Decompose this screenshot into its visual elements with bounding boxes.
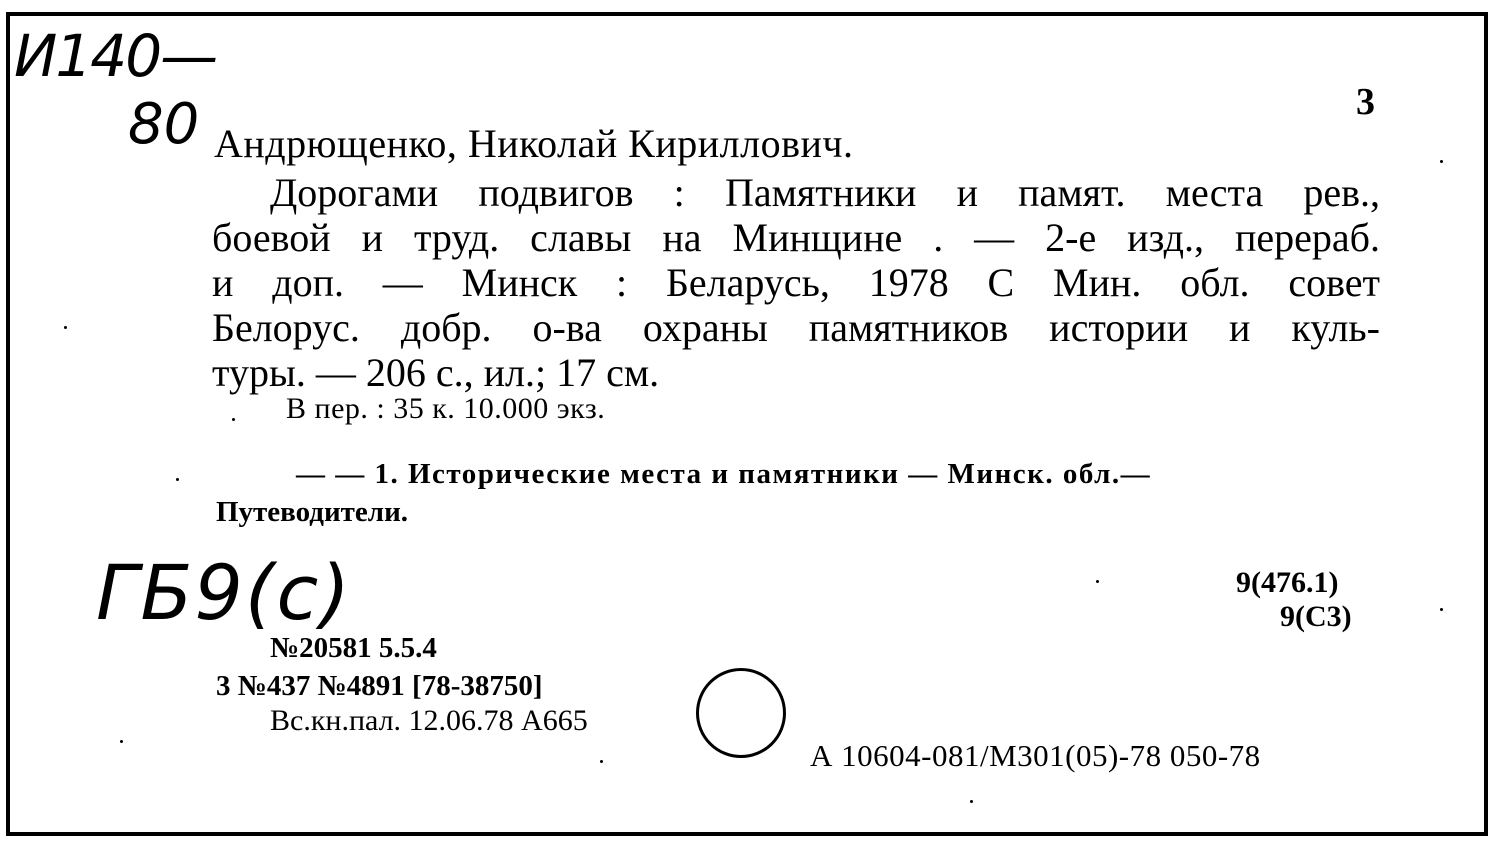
classification-index: 9(С3) bbox=[1280, 600, 1352, 633]
stamp-line: №20581 5.5.4 bbox=[270, 632, 437, 664]
handwritten-call-number: ГБ9(с) bbox=[96, 548, 352, 637]
classification-index: 9(476.1) bbox=[1236, 566, 1339, 599]
speck bbox=[1440, 608, 1443, 611]
description-line: и доп. — Минск : Беларусь, 1978 С Мин. обл. совет bbox=[212, 260, 1380, 305]
subject-heading-continued: Путеводители. bbox=[216, 496, 409, 528]
handwritten-shelfmark: И140— bbox=[14, 22, 217, 90]
stamp-line: 3 №437 №4891 [78-38750] bbox=[216, 670, 543, 702]
subject-heading: — — 1. Исторические места и памятники — Минск. обл.— bbox=[296, 458, 1152, 490]
speck bbox=[1440, 160, 1443, 163]
price-and-print-run: В пер. : 35 к. 10.000 экз. bbox=[286, 392, 606, 425]
speck bbox=[120, 740, 123, 743]
author-heading: Андрющенко, Николай Кириллович. bbox=[214, 121, 854, 166]
bibliographic-description bbox=[212, 170, 1380, 395]
speck bbox=[176, 478, 179, 481]
description-line: боевой и труд. славы на Минщине . — 2-е изд., перераб. bbox=[212, 215, 1380, 260]
stamp-circle bbox=[696, 668, 786, 758]
catalog-code: А 10604-081/М301(05)-78 050-78 bbox=[810, 738, 1261, 773]
description-line: Белорус. добр. о-ва охраны памятников истории и куль- bbox=[212, 305, 1380, 350]
speck bbox=[1096, 580, 1099, 583]
speck bbox=[64, 326, 67, 329]
description-line: туры. — 206 с., ил.; 17 см. bbox=[212, 350, 660, 395]
speck bbox=[232, 418, 235, 421]
stamp-line: Вс.кн.пал. 12.06.78 А665 bbox=[270, 704, 588, 737]
page-number: 3 bbox=[1356, 81, 1375, 123]
description-line: Дорогами подвигов : Памятники и памят. места рев., bbox=[270, 170, 1380, 215]
speck bbox=[600, 760, 603, 763]
speck bbox=[970, 800, 973, 803]
handwritten-number: 80 bbox=[128, 92, 200, 157]
